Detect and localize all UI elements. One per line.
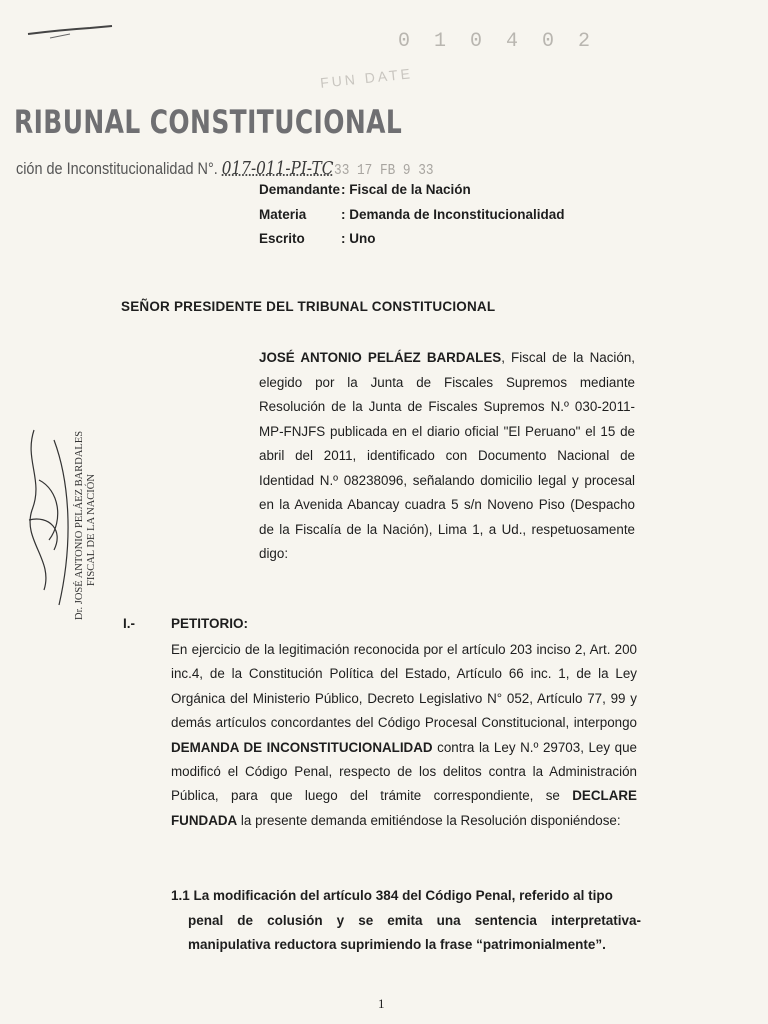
- item-1-1: [171, 884, 641, 958]
- petitorio-text-3: la presente demanda emitiéndose la Resolución disponiéndose:: [237, 812, 621, 828]
- signature-stamp-title: FISCAL DE LA NACIÓN: [86, 474, 97, 586]
- pen-mark: [20, 12, 120, 52]
- petitioner-name: JOSÉ ANTONIO PELÁEZ BARDALES: [259, 350, 502, 365]
- item-1-1-first-line: 1.1 La modificación del artículo 384 del Código Penal, referido al tipo: [171, 888, 613, 903]
- petitorio-text-1: En ejercicio de la legitimación reconocida por el artículo 203 inciso 2, Art. 200 inc.4, de la Constitución Política del Estado, Artículo 66 inc. 1, de la Ley Orgánica del Ministerio Público, Decreto Legislativo N° 052, Artículo 77, 99 y demás artículos concordantes del Código Procesal Constitucional, interpongo: [171, 642, 637, 731]
- page-number: 1: [378, 996, 385, 1011]
- signature-stamp-name: Dr. JOSÉ ANTONIO PELÁEZ BARDALES: [74, 430, 85, 620]
- meta-value: : Fiscal de la Nación: [341, 182, 471, 197]
- meta-value: : Uno: [341, 231, 376, 246]
- proceso-number-line: [16, 158, 434, 179]
- court-header: RIBUNAL CONSTITUCIONAL: [14, 103, 403, 141]
- meta-row-escrito: [259, 227, 565, 252]
- section-number: I.-: [123, 616, 135, 631]
- intro-paragraph: [259, 346, 635, 567]
- receipt-stamp-number: 0 1 0 4 0 2: [398, 30, 597, 53]
- salutation: SEÑOR PRESIDENTE DEL TRIBUNAL CONSTITUCIONAL: [121, 299, 496, 314]
- petitorio-bold-1: DEMANDA DE INCONSTITUCIONALIDAD: [171, 739, 433, 755]
- meta-key: Demandante: [259, 182, 341, 197]
- meta-row-demandante: [259, 178, 565, 203]
- petitorio-paragraph: [171, 638, 637, 833]
- meta-key: Escrito: [259, 231, 305, 246]
- meta-row-materia: [259, 203, 565, 228]
- section-title: PETITORIO:: [171, 616, 249, 631]
- petitorio-text-2: contra la Ley N.º 29703, Ley que modificó el Código Penal, respecto de los delitos contra la Administración Pública, para que luego del trámite correspondiente, se: [171, 739, 637, 804]
- date-stamp: 33 17 FB 9 33: [334, 162, 434, 179]
- item-1-1-rest: penal de colusión y se emita una sentencia interpretativa-manipulativa reductora suprimiendo la frase “patrimonialmente”.: [188, 912, 641, 952]
- proceso-prefix: ción de Inconstitucionalidad N°.: [16, 159, 218, 178]
- case-metadata: [259, 178, 565, 252]
- intro-text: , Fiscal de la Nación, elegido por la Junta de Fiscales Supremos mediante Resolución de la Junta de Fiscales Supremos N.º 030-2011-MP-FNJFS publicada en el diario oficial "El Peruano" el 15 de abril del 2011, identificado con Documento Nacional de Identidad N.º 08238096, señalando domicilio legal y procesal en la Avenida Abancay cuadra 5 s/n Noveno Piso (Despacho de la Fiscalía de la Nación), Lima 1, a Ud., respetuosamente digo:: [259, 350, 635, 561]
- meta-key: Materia: [259, 206, 307, 222]
- proceso-handwritten-number: 017-011-PI-TC: [221, 158, 334, 179]
- receipt-stamp-smudge: FUN DATE: [319, 65, 414, 91]
- meta-value: : Demanda de Inconstitucionalidad: [341, 206, 565, 222]
- petitorio-bold-2: DECLARE FUNDADA: [171, 788, 637, 828]
- signature-stamp: [74, 430, 114, 620]
